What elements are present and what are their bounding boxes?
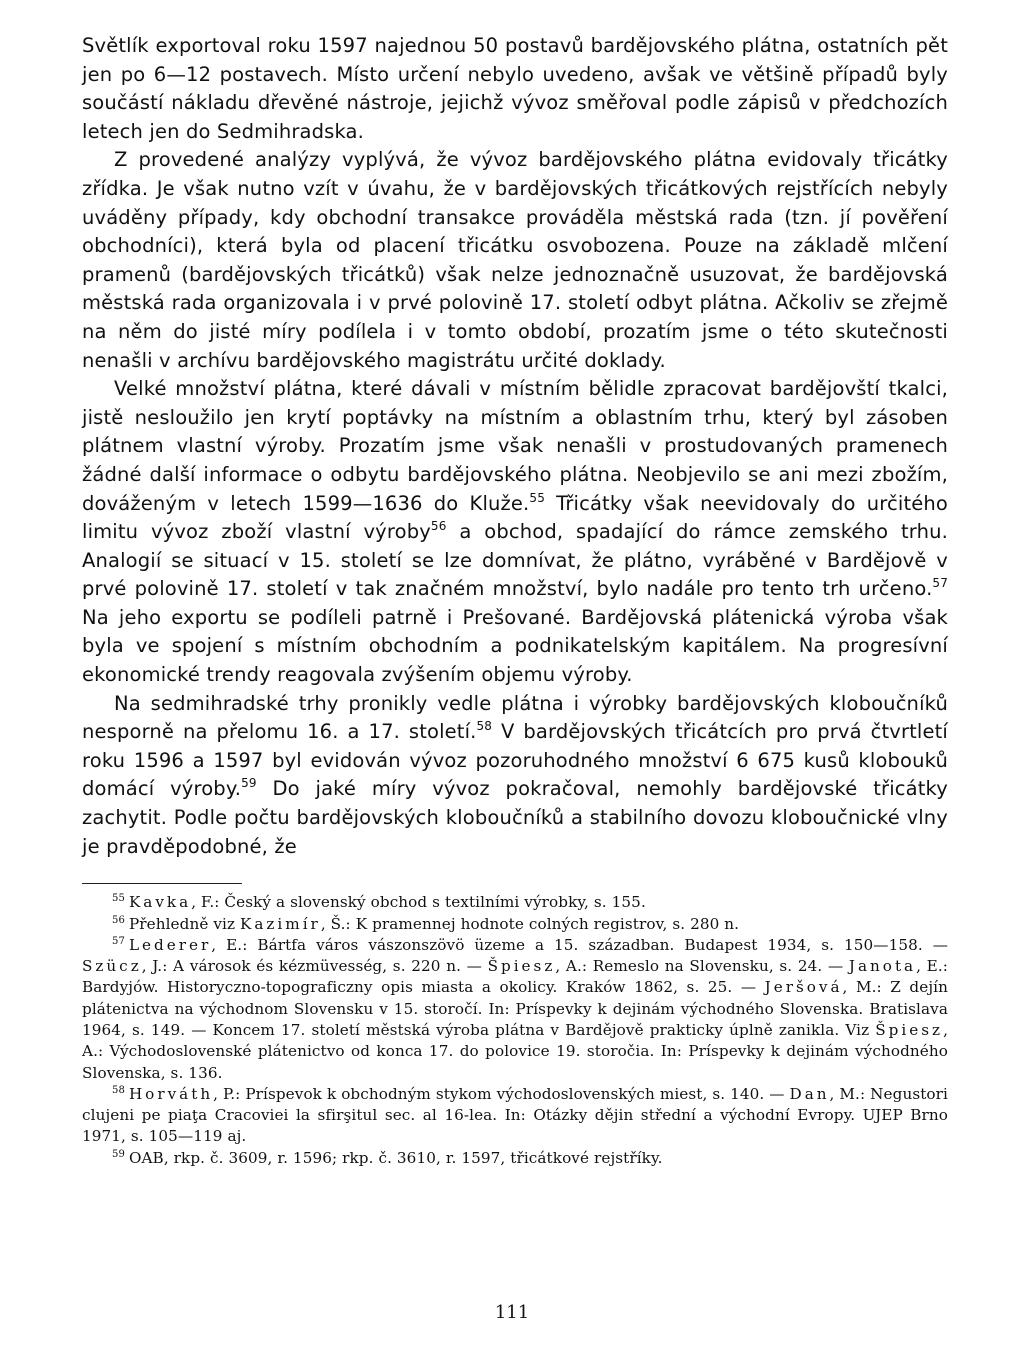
footnote-text: , Š.: K pramennej hodnote colných registrov, s. 280 n. xyxy=(320,914,740,933)
footnote-author: Špiesz xyxy=(875,1021,944,1039)
paragraph-text: Na sedmihradské trhy pronikly vedle plátna i výrobky bardějovských kloboučníků nesporně na přelomu 16. a 17. století. xyxy=(82,691,948,744)
footnote-text: , A.: Východoslovenské plátenictvo od konca 17. do polovice 19. storočia. In: Príspevky k dejinám východného Slovenska, s. 136. xyxy=(82,1021,948,1082)
footnotes xyxy=(82,892,948,1169)
footnote-author: Jeršová xyxy=(764,978,843,997)
footnote xyxy=(82,914,948,935)
footnote-reference: 59 xyxy=(241,776,257,791)
footnote-text: OAB, rkp. č. 3609, r. 1596; rkp. č. 3610, r. 1597, třicátkové rejstříky. xyxy=(128,1148,663,1167)
paragraph-text: Na jeho exportu se podíleli patrně i Prešované. Bardějovská plátenická výroba však byla ve spojení s místním obchodním a podnikatelským kapitálem. Na progresívní ekonomické trendy reagovala zvýšením objemu výroby. xyxy=(82,605,948,687)
footnote-author: Špiesz xyxy=(487,957,556,976)
footnote-author: Kavka xyxy=(128,893,192,912)
footnote-text: , M.: Negustori clujeni pe piaţa Cracoviei la sfirşitul sec. al 16-lea. In: Otázky dějin střední a východní Evropy. UJEP Brno 1971, s. 105—119 aj. xyxy=(82,1084,948,1146)
body-paragraph xyxy=(82,146,948,375)
body-paragraph xyxy=(82,690,948,862)
paragraph-text: Třicátky však neevidovaly do určitého limitu vývoz zboží vlastní výroby xyxy=(82,491,948,544)
footnote-text: , P.: Príspevok k obchodným stykom východoslovenských miest, s. 140. — xyxy=(213,1084,790,1103)
footnote-text: , F.: Český a slovenský obchod s textilními výrobky, s. 155. xyxy=(191,893,646,912)
footnote-number: 58 xyxy=(112,1084,125,1096)
paragraph-text: Do jaké míry vývoz pokračoval, nemohly bardějovské třicátky zachytit. Podle počtu bardějovských kloboučníků a stabilního dovozu kloboučnické vlny je pravděpodobné, že xyxy=(82,777,948,858)
footnote xyxy=(82,935,948,1084)
footnote-number: 57 xyxy=(112,935,125,947)
body-paragraph xyxy=(82,32,948,146)
footnote-text: , A.: Remeslo na Slovensku, s. 24. — xyxy=(555,957,849,976)
footnote-author: Dan xyxy=(789,1084,830,1103)
paragraph-text: Velké množství plátna, které dávali v místním bělidle zpracovat bardějovští tkalci, jistě nesloužilo jen krytí poptávky na místním a oblastním trhu, který byl zásoben plátnem vlastní výroby. Prozatím jsme však nenašli v prostudovaných pramenech žádné další informace o odbytu bardějovského plátna. Neobjevilo se ani mezi zbožím, dováženým v letech 1599—1636 do Kluže. xyxy=(82,377,948,515)
body-text xyxy=(82,32,948,861)
footnote-text: , E.: Bardyjów. Historyczno-topograficzny opis miasta a okolicy. Kraków 1862, s. 25. — xyxy=(82,957,949,997)
footnote-number: 59 xyxy=(112,1148,125,1160)
footnote-reference: 55 xyxy=(529,490,545,505)
footnote-author: Szücz xyxy=(82,957,142,976)
footnote-separator xyxy=(82,883,242,884)
paragraph-text: Z provedené analýzy vyplývá, že vývoz bardějovského plátna evidovaly třicátky zřídka. Je však nutno vzít v úvahu, že v bardějovských třicátkových rejstřících nebyly uváděny případy, kdy obchodní transakce prováděla městská rada (tzn. jí pověření obchodníci), která byla od placení třicátku osvobozena. Pouze na základě mlčení pramenů (bardějovských třicátků) však nelze jednoznačně usuzovat, že bardějovská městská rada organizovala i v prvé polovině 17. století odbyt plátna. Ačkoliv se zřejmě na něm do jisté míry podílela i v tomto období, prozatím jsme o této skutečnosti nenašli v archívu bardějovského magistrátu určité doklady. xyxy=(82,148,948,372)
footnote-number: 55 xyxy=(112,893,125,905)
paragraph-text: a obchod, spadající do rámce zemského trhu. Analogií se situací v 15. století se lze domnívat, že plátno, vyráběné v Bardějově v prvé polovině 17. století v tak značném množství, bylo nadále pro tento trh určeno. xyxy=(82,520,948,601)
footnote-reference: 57 xyxy=(932,576,948,591)
footnote-author: Kazimír xyxy=(240,914,321,933)
footnote-text: , E.: Bártfa város vászonszövö üzeme a 15. században. Budapest 1934, s. 150—158. — xyxy=(211,935,948,954)
footnote-number: 56 xyxy=(112,914,125,926)
footnote-author: Janota xyxy=(848,957,917,976)
footnote xyxy=(82,1084,948,1148)
page-number: 111 xyxy=(494,1302,530,1323)
footnote-reference: 56 xyxy=(430,519,447,534)
paragraph-text: Světlík exportoval roku 1597 najednou 50 postavů bardějovského plátna, ostatních pět jen po 6—12 postavech. Místo určení nebylo uvedeno, avšak ve většině případů byly součástí nákladu dřevěné nástroje, jejichž vývoz směřoval podle zápisů v předchozích letech jen do Sedmihradska. xyxy=(82,34,948,143)
footnote-text: , J.: A városok és kézmüvesség, s. 220 n. — xyxy=(141,957,488,976)
footnote-reference: 58 xyxy=(476,719,493,734)
footnote-text: Přehledně viz xyxy=(128,914,241,933)
paragraph-text: V bardějovských třicátcích pro prvá čtvrtletí roku 1596 a 1597 byl evidován vývoz pozoruhodného množství 6 675 kusů klobouků domácí výroby. xyxy=(82,720,948,801)
footnote xyxy=(82,892,948,913)
footnote xyxy=(82,1148,948,1169)
footnote-author: Horváth xyxy=(128,1084,214,1103)
footnote-text: , M.: Z dejín plátenictva na východnom Slovensku v 15. storočí. In: Príspevky k dejinám východného Slovenska. Bratislava 1964, s. 149. — Koncem 17. století městská výroba plátna v Bardějově prakticky úplně zanikla. Viz xyxy=(82,978,948,1039)
page xyxy=(82,32,948,1169)
body-paragraph xyxy=(82,375,948,690)
footnote-author: Lederer xyxy=(128,935,212,954)
